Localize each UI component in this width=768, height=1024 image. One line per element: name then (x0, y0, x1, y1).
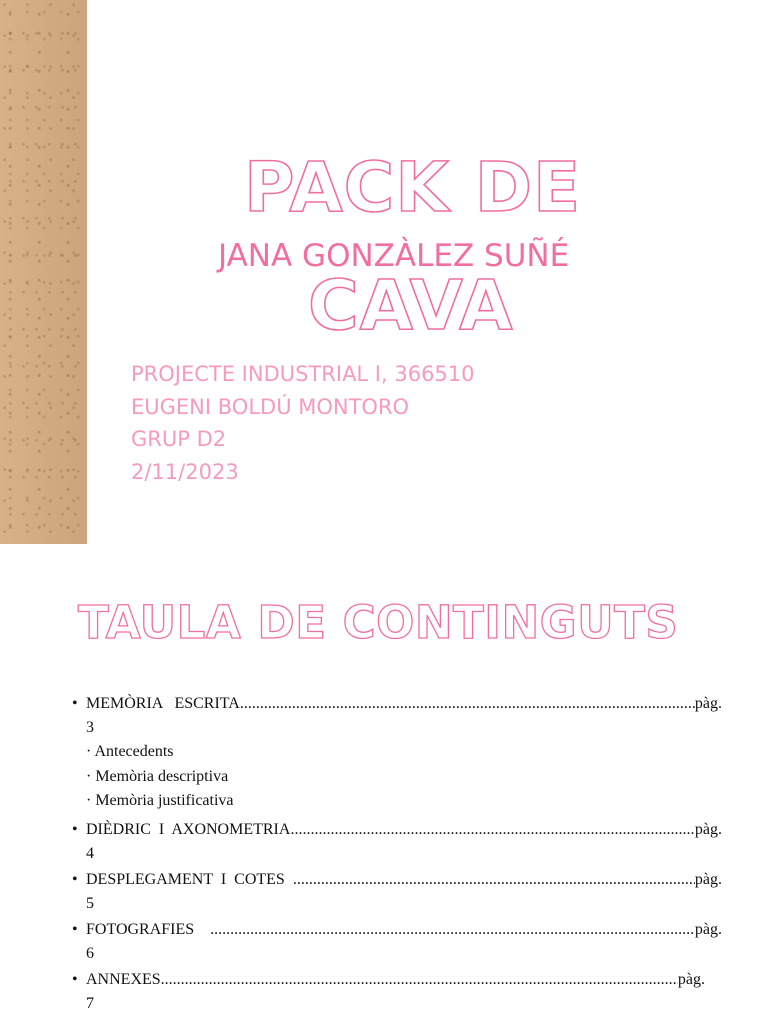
toc-entry-diedric (72, 818, 722, 866)
page-number: 3 (86, 719, 94, 736)
leader-dots (240, 692, 695, 716)
toc-entry-label: FOTOGRAFIES (86, 920, 211, 938)
toc-entry-label: ANNEXES (86, 970, 161, 988)
page-number: 4 (86, 844, 94, 862)
bullet-icon: • (72, 870, 78, 888)
course-line: PROJECTE INDUSTRIAL I, 366510 (131, 362, 475, 386)
page-label: pàg. (694, 695, 722, 712)
page-number: 7 (86, 994, 94, 1012)
toc-entry-memoria (72, 692, 722, 814)
project-info (131, 358, 475, 488)
page-label: pàg. (677, 970, 705, 988)
toc-entry-label: DIÈDRIC I AXONOMETRIA (86, 820, 291, 838)
leader-dots (210, 918, 695, 942)
leader-dots (161, 968, 678, 992)
toc-subitem: · Memòria descriptiva (86, 767, 229, 785)
bullet-icon: • (72, 695, 78, 712)
page-label: pàg. (694, 870, 722, 888)
group-line: GRUP D2 (131, 427, 227, 451)
page-number: 6 (86, 944, 94, 962)
date-line: 2/11/2023 (131, 459, 239, 484)
author-name: JANA GONZÀLEZ SUÑÉ (218, 238, 570, 274)
cover-title-line2: CAVA (308, 266, 514, 346)
page-label: pàg. (694, 920, 722, 938)
toc-subitem: · Memòria justificativa (86, 792, 234, 809)
toc-entry-fotografies (72, 918, 722, 966)
professor-line: EUGENI BOLDÚ MONTORO (131, 394, 410, 419)
page-label: pàg. (694, 820, 722, 838)
bullet-icon: • (72, 920, 78, 938)
bullet-icon: • (72, 820, 78, 838)
page-number: 5 (86, 894, 94, 912)
table-of-contents (72, 692, 722, 1018)
toc-entry-desplegament (72, 868, 722, 916)
cover-title-line1: PACK DE (244, 148, 582, 228)
toc-entry-label: DESPLEGAMENT I COTES (86, 870, 293, 888)
leader-dots (293, 868, 695, 892)
toc-entry-annexes (72, 968, 705, 1016)
bullet-icon: • (72, 970, 78, 988)
toc-subitem: · Antecedents (86, 743, 174, 760)
toc-heading: TAULA DE CONTINGUTS (78, 596, 679, 649)
leader-dots (290, 818, 694, 842)
toc-entry-label: MEMÒRIA ESCRITA (86, 695, 240, 712)
cardboard-texture-image (0, 0, 87, 544)
